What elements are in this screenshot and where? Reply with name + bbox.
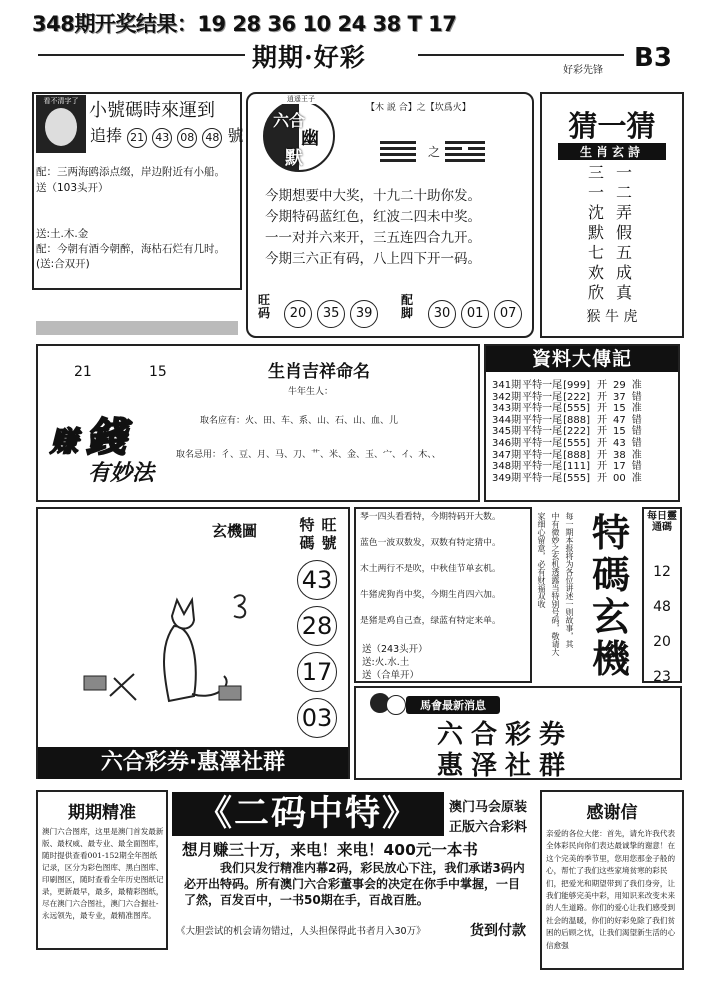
stack-right bbox=[219, 686, 241, 700]
poem-line: 今期三六正有码，八上四下开一码。 bbox=[265, 251, 481, 267]
daily-label: 每日靈通碼 bbox=[647, 511, 677, 533]
sticks bbox=[110, 674, 136, 700]
guess-col-2 bbox=[612, 163, 636, 303]
poem-line: 今期特码蓝红色，红波二四未中奖。 bbox=[265, 209, 481, 225]
record-issue: 349期 bbox=[492, 472, 522, 484]
record-code: [888] bbox=[563, 414, 590, 426]
record-res: 错 bbox=[631, 461, 642, 473]
record-issue: 346期 bbox=[492, 437, 522, 449]
wang-num: 35 bbox=[317, 300, 345, 328]
record-num: 17 bbox=[612, 461, 626, 473]
record-issue: 343期 bbox=[492, 403, 522, 415]
mystery-col-a: 特碼 bbox=[299, 516, 315, 552]
record-issue: 344期 bbox=[492, 414, 522, 426]
record-kai: 开 bbox=[596, 461, 607, 473]
chase-num: 43 bbox=[152, 128, 172, 148]
records-table bbox=[492, 380, 643, 484]
result-line: 348期开奖结果：19 28 36 10 24 38 T 17 bbox=[32, 12, 457, 36]
top-left-line: (送:合双开) bbox=[36, 258, 90, 270]
badge-a: 六合 bbox=[273, 111, 306, 130]
record-num: 38 bbox=[612, 449, 626, 461]
record-res: 错 bbox=[631, 391, 642, 403]
mystery-num: 03 bbox=[297, 698, 337, 738]
record-res: 错 bbox=[631, 426, 642, 438]
daily-num: 12 bbox=[653, 564, 671, 580]
thanks-title: 感谢信 bbox=[586, 803, 638, 823]
money-art-3: 有妙法 bbox=[88, 461, 155, 486]
header-rule-left bbox=[38, 54, 245, 56]
top-left-line: 送:土.木.金 bbox=[36, 228, 89, 240]
avatar bbox=[36, 95, 86, 153]
record-text: 平特一尾 bbox=[522, 391, 563, 403]
mystery-num: 17 bbox=[297, 652, 337, 692]
record-kai: 开 bbox=[596, 403, 607, 415]
guess-char: 默 bbox=[587, 223, 604, 242]
record-num: 00 bbox=[612, 472, 626, 484]
record-res: 准 bbox=[631, 472, 642, 484]
record-issue: 342期 bbox=[492, 391, 522, 403]
badge-top: 逍遥王子 bbox=[259, 94, 343, 104]
record-text: 平特一尾 bbox=[522, 449, 563, 461]
wang-num: 39 bbox=[350, 300, 378, 328]
record-row bbox=[492, 415, 643, 427]
middle-line: 牛猪虎狗肖中奖，今期生肖四六加。 bbox=[360, 590, 501, 600]
guess-char: 欢 bbox=[587, 263, 604, 282]
trigram-caption: 【木 説 合】之【坎爲火】 bbox=[366, 103, 471, 113]
record-row bbox=[492, 392, 643, 404]
code-body: 我们只发行精准内幕2码，彩民放心下注，我们承诺3码内必开出特码。所有澳门六合彩董事会的决定在你手中掌握，一目了然，百发百中，一书50期在手，百战百胜。 bbox=[184, 861, 525, 907]
record-kai: 开 bbox=[596, 414, 607, 426]
chase-num: 21 bbox=[127, 128, 147, 148]
middle-send-2: 送:火.水.土 bbox=[362, 657, 410, 668]
middle-line: 是猪是鸡自己查，绿蓝有特定来单。 bbox=[360, 616, 501, 626]
money-art-2: 錢 bbox=[86, 415, 126, 461]
record-row bbox=[492, 380, 643, 392]
mystery-banner: 六合彩券·惠澤社群 bbox=[38, 747, 348, 779]
guess-char: 七 bbox=[587, 243, 604, 262]
stack-left bbox=[84, 676, 106, 690]
zodiac-num-b: 15 bbox=[149, 364, 167, 380]
record-issue: 341期 bbox=[492, 380, 522, 391]
money-art-1: 赚 bbox=[50, 425, 79, 458]
chase-suffix: 號 bbox=[227, 126, 244, 145]
special-code-title: 特碼玄機 bbox=[591, 511, 630, 681]
avatar-caption: 看不清字了 bbox=[43, 97, 79, 105]
record-text: 平特一尾 bbox=[522, 380, 563, 391]
daily-nums bbox=[645, 564, 679, 685]
guess-subtitle: 生肖玄詩 bbox=[558, 143, 666, 160]
record-text: 平特一尾 bbox=[522, 461, 563, 473]
guess-char: 真 bbox=[615, 283, 632, 302]
badge-c: 默 bbox=[285, 148, 303, 169]
cat-head bbox=[172, 600, 194, 629]
code-banner: 《二码中特》 bbox=[172, 792, 444, 836]
record-row bbox=[492, 461, 643, 473]
wang-label: 旺码 bbox=[258, 293, 271, 320]
record-num: 15 bbox=[612, 426, 626, 438]
bottom-left-title: 期期精准 bbox=[68, 803, 136, 823]
mystery-num: 43 bbox=[297, 560, 337, 600]
guess-char: 二 bbox=[615, 183, 632, 202]
record-text: 平特一尾 bbox=[522, 472, 563, 484]
code-slogan: 想月赚三十万，来电！来电！400元一本书 bbox=[182, 841, 478, 859]
news-balls bbox=[370, 693, 408, 713]
record-kai: 开 bbox=[596, 472, 607, 484]
daily-num: 48 bbox=[653, 599, 671, 615]
record-issue: 347期 bbox=[492, 449, 522, 461]
record-res: 准 bbox=[631, 449, 642, 461]
record-text: 平特一尾 bbox=[522, 414, 563, 426]
yinyang-badge bbox=[263, 95, 335, 172]
story-column bbox=[534, 512, 576, 680]
pei-nums bbox=[428, 300, 522, 328]
record-num: 47 bbox=[612, 414, 626, 426]
thanks-text: 亲爱的各位大佬：首先，请允许我代表全体彩民向你们表达最诚挚的谢意！在这个完美的季节里，您用您那金子般的心，帮忙了我们这些家境贫寒的彩民们，把爱光和期望带到了我们身旁，让我们能够完美中彩，用知识来改变未来的人生道路。你们的爱心让我们感受到社会的温暖，你们的好彩免除了我们贫困的后顾之忧，让我们渴望新生活的心信愈强 bbox=[546, 829, 676, 950]
wang-num: 20 bbox=[284, 300, 312, 328]
pei-num: 30 bbox=[428, 300, 456, 328]
zodiac-title: 生肖吉祥命名 bbox=[268, 362, 370, 382]
record-row bbox=[492, 473, 643, 485]
record-code: [555] bbox=[563, 472, 590, 484]
record-code: [222] bbox=[563, 391, 590, 403]
zodiac-row-2: 取名忌用：彳、豆、月、马、刀、艹、米、金、玉、宀、イ、木、、 bbox=[176, 450, 441, 460]
record-issue: 348期 bbox=[492, 461, 522, 473]
record-row bbox=[492, 403, 643, 415]
code-banner-side-1: 澳门马会原装 bbox=[449, 800, 528, 815]
money-art bbox=[48, 406, 178, 490]
record-issue: 345期 bbox=[492, 426, 522, 438]
cod-label: 货到付款 bbox=[470, 923, 526, 939]
record-code: [555] bbox=[563, 403, 590, 415]
record-num: 29 bbox=[612, 380, 626, 391]
top-left-line: 配：三两海鸥添点缀，岸边附近有小船。 bbox=[36, 166, 225, 178]
guess-answer: 猴 牛 虎 bbox=[586, 309, 638, 325]
code-banner-side-2: 正版六合彩料 bbox=[449, 820, 528, 835]
guess-char: 一 bbox=[587, 183, 604, 202]
middle-lines bbox=[360, 510, 530, 640]
middle-line: 琴一四头看看特，今期特码开大数。 bbox=[360, 512, 501, 522]
cat-body bbox=[164, 626, 196, 701]
record-code: [111] bbox=[563, 461, 590, 473]
guess-char: 三 bbox=[587, 163, 604, 182]
pei-label: 配脚 bbox=[401, 293, 414, 320]
record-res: 准 bbox=[631, 403, 642, 415]
top-left-line: 送（103头开） bbox=[36, 182, 109, 194]
number-sketch bbox=[234, 595, 245, 617]
top-left-headline: 小號碼時來運到 bbox=[89, 100, 215, 121]
record-row bbox=[492, 438, 643, 450]
record-text: 平特一尾 bbox=[522, 403, 563, 415]
daily-num: 20 bbox=[653, 634, 671, 650]
guess-char: 沈 bbox=[587, 203, 604, 222]
record-num: 37 bbox=[612, 391, 626, 403]
record-code: [888] bbox=[563, 449, 590, 461]
wang-nums bbox=[284, 300, 378, 328]
pei-num: 07 bbox=[494, 300, 522, 328]
poem-line: 今期想要中大奖，十九二十助你发。 bbox=[265, 188, 481, 204]
record-num: 43 bbox=[612, 437, 626, 449]
gray-divider bbox=[36, 321, 238, 335]
record-kai: 开 bbox=[596, 380, 607, 391]
guess-char: 五 bbox=[615, 243, 632, 262]
mystery-nums bbox=[297, 560, 341, 738]
zodiac-sub: 牛年生人： bbox=[288, 387, 334, 397]
guess-char: 一 bbox=[615, 163, 632, 182]
page-title: 期期·好彩 bbox=[252, 43, 366, 72]
daily-num: 23 bbox=[653, 669, 671, 685]
record-row bbox=[492, 426, 643, 438]
chase-row bbox=[90, 123, 244, 148]
story-line: 中有微妙之玄机透露当特别号码，敬请大 bbox=[551, 512, 560, 656]
record-text: 平特一尾 bbox=[522, 426, 563, 438]
top-left-line: 配：今朝有酒今朝醉，海枯石烂有几时。 bbox=[36, 243, 225, 255]
mystery-label: 玄機圖 bbox=[212, 522, 258, 540]
page-code: B3 bbox=[634, 43, 672, 73]
news-line-2: 惠泽社群 bbox=[436, 751, 573, 781]
record-code: [222] bbox=[563, 426, 590, 438]
record-code: [555] bbox=[563, 437, 590, 449]
hexagram-joiner: 之 bbox=[428, 145, 441, 159]
pei-num: 01 bbox=[461, 300, 489, 328]
record-code: [999] bbox=[563, 380, 590, 391]
cat-illustration bbox=[74, 586, 274, 722]
guess-title: 猜一猜 bbox=[568, 109, 656, 143]
record-kai: 开 bbox=[596, 437, 607, 449]
hexagram-left bbox=[380, 141, 416, 162]
record-kai: 开 bbox=[596, 449, 607, 461]
guess-char: 假 bbox=[615, 223, 632, 242]
header-rule-right bbox=[418, 54, 624, 56]
guess-char: 弄 bbox=[615, 203, 632, 222]
story-line: 每一期本报将为各位讲述一则故事，其 bbox=[565, 512, 574, 648]
record-kai: 开 bbox=[596, 426, 607, 438]
mystery-num: 28 bbox=[297, 606, 337, 646]
poem bbox=[265, 186, 481, 270]
zodiac-row-1: 取名应有：火、田、车、系、山、石、山、血、儿 bbox=[200, 416, 399, 426]
record-res: 准 bbox=[631, 380, 642, 391]
guess-col-1 bbox=[584, 163, 608, 303]
news-label: 馬會最新消息 bbox=[406, 696, 500, 714]
middle-send-1: 送（243头开） bbox=[362, 644, 428, 655]
header-slogan: 好彩先锋 bbox=[563, 65, 603, 76]
record-text: 平特一尾 bbox=[522, 437, 563, 449]
records-title: 資料大傳記 bbox=[486, 346, 678, 372]
record-row bbox=[492, 450, 643, 462]
guess-char: 成 bbox=[615, 263, 632, 282]
zodiac-num-a: 21 bbox=[74, 364, 92, 380]
code-footnote: 《大胆尝试的机会请勿错过，人头担保得此书者月入30万》 bbox=[176, 926, 426, 937]
middle-line: 木土两行不是吹，中秋佳节单玄机。 bbox=[360, 564, 501, 574]
record-kai: 开 bbox=[596, 391, 607, 403]
story-line: 家细心留意，必有财福双收 bbox=[537, 512, 546, 608]
middle-line: 蓝色一波双数发，双数有特定猜中。 bbox=[360, 538, 501, 548]
mystery-col-b: 旺號 bbox=[321, 516, 337, 552]
chase-label: 追捧 bbox=[90, 126, 123, 145]
avatar-face bbox=[45, 108, 77, 146]
chase-num: 48 bbox=[202, 128, 222, 148]
record-num: 15 bbox=[612, 403, 626, 415]
record-res: 错 bbox=[631, 414, 642, 426]
bottom-left-text: 澳门六合图库，这里是澳门首发最新版、最权威、最专业、最全面图库，随时提供查看001-152期全年图纸记录，区分为彩色图库、黑白图库、印刷图区，随时查看全年历史图纸记录，更新最早，最多，最精彩图纸，尽在澳门六合图社，澳门六合握社-永远领先，最专业，最精准图库。 bbox=[42, 827, 164, 920]
badge-b: 幽 bbox=[301, 128, 319, 149]
record-res: 错 bbox=[631, 437, 642, 449]
chase-num: 08 bbox=[177, 128, 197, 148]
poem-line: 一一对并六来开，三五连四合九开。 bbox=[265, 230, 481, 246]
hexagram-right bbox=[445, 141, 485, 162]
guess-char: 欣 bbox=[587, 283, 604, 302]
news-line-1: 六合彩券 bbox=[436, 720, 573, 750]
middle-send-3: 送（合单开） bbox=[362, 670, 420, 681]
